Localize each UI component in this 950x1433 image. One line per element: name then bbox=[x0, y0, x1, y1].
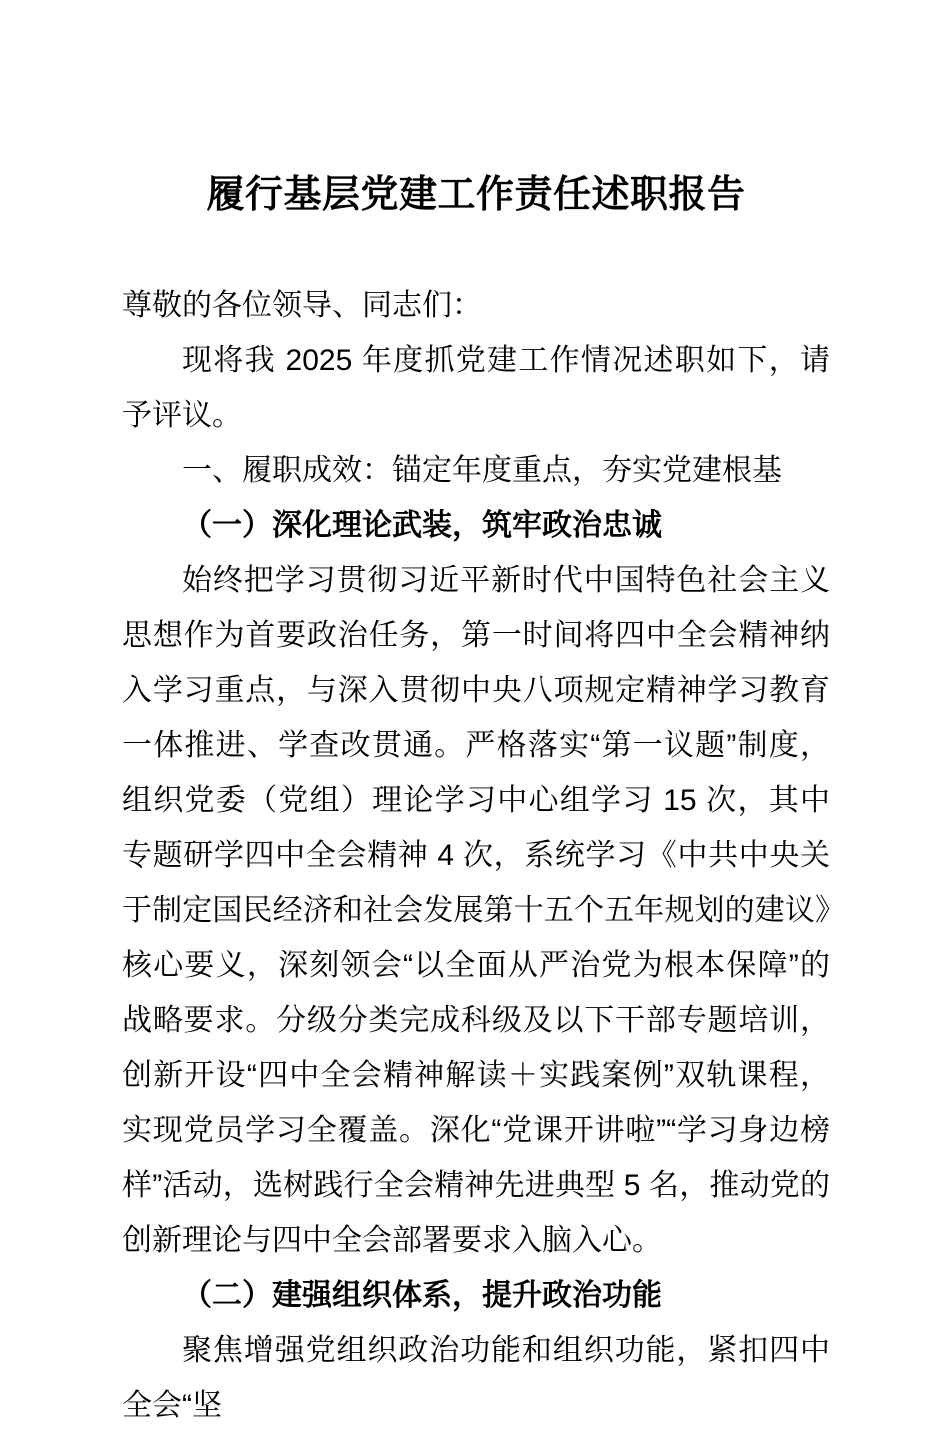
subsection-one-1-body: 始终把学习贯彻习近平新时代中国特色社会主义思想作为首要政治任务，第一时间将四中全会精神纳入学习重点，与深入贯彻中央八项规定精神学习教育一体推进、学查改贯通。严格落实“第一议题”制度，组织党委（党组）理论学习中心组学习 15 次，其中专题研学四中全会精神 4 次，系统学习《中共中央关于制定国民经济和社会发展第十五个五年规划的建议》核心要义，深刻领会“以全面从严治党为根本保障”的战略要求。分级分类完成科级及以下干部专题培训，创新开设“四中全会精神解读＋实践案例”双轨课程，实现党员学习全覆盖。深化“党课开讲啦”“学习身边榜样”活动，选树践行全会精神先进典型 5 名，推动党的创新理论与四中全会部署要求入脑入心。 bbox=[122, 563, 830, 1257]
page-title: 履行基层党建工作责任述职报告 bbox=[206, 174, 746, 216]
document-content bbox=[122, 0, 830, 1433]
subsection-heading-one-2: （二）建强组织体系，提升政治功能 bbox=[182, 1278, 662, 1312]
subsection-heading-one-1: （一）深化理论武装，筑牢政治忠诚 bbox=[182, 508, 662, 542]
salutation-line: 尊敬的各位领导、同志们： bbox=[122, 288, 482, 322]
opening-paragraph: 现将我 2025 年度抓党建工作情况述职如下，请予评议。 bbox=[122, 343, 830, 432]
subsection-one-2-body: 聚焦增强党组织政治功能和组织功能，紧扣四中全会“坚 bbox=[122, 1333, 830, 1422]
section-heading-one: 一、履职成效：锚定年度重点，夯实党建根基 bbox=[182, 453, 782, 487]
document-body bbox=[122, 333, 830, 1433]
